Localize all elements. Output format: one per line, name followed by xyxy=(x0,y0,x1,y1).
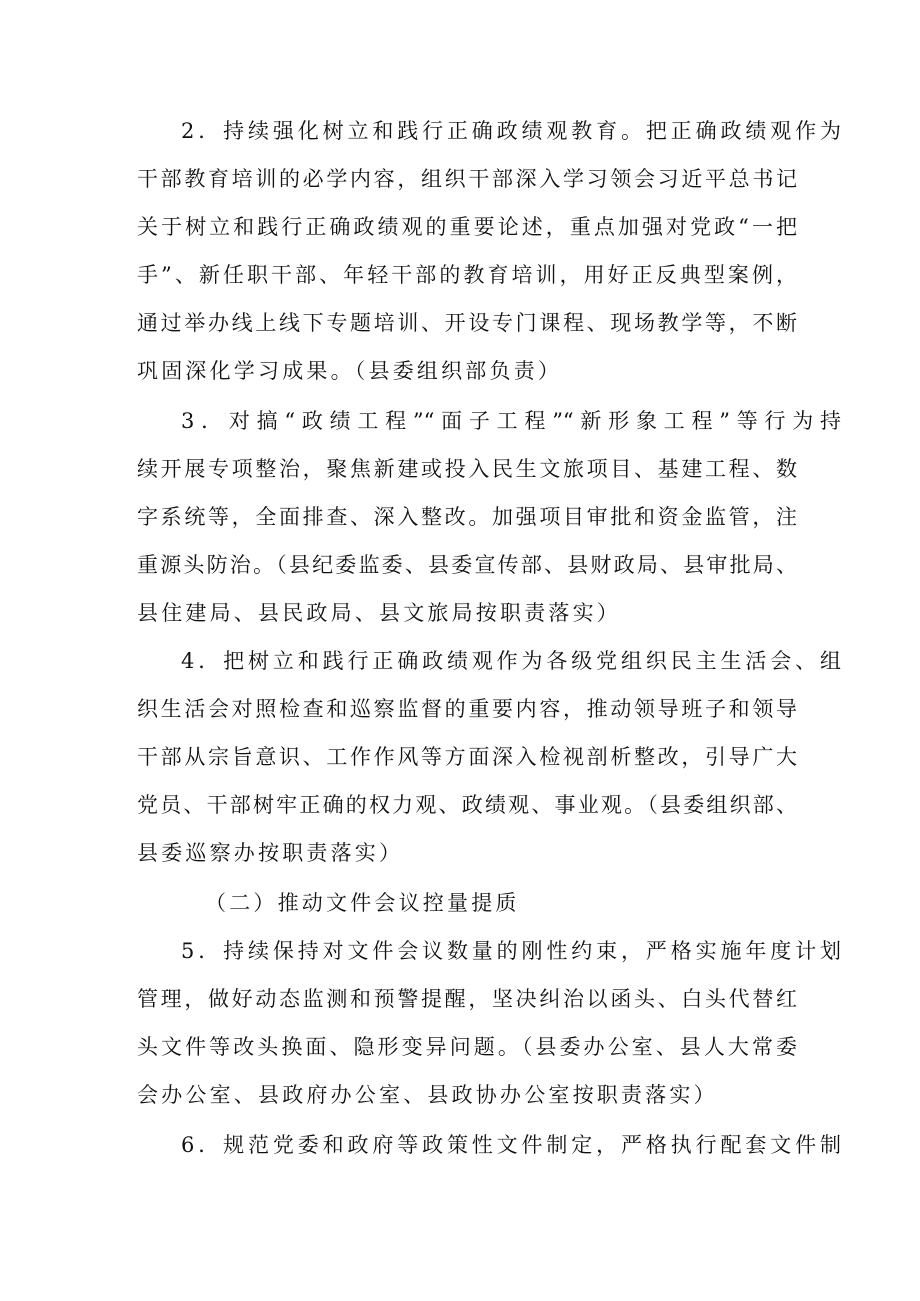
paragraph-2-line-5: 通过举办线上线下专题培训、开设专门课程、现场教学等，不断 xyxy=(137,311,797,335)
paragraph-3-line-1: 3．对搞“政绩工程”“面子工程”“新形象工程”等行为持 xyxy=(181,409,841,433)
paragraph-4-line-5: 县委巡察办按职责落实） xyxy=(137,841,404,865)
paragraph-3-line-4: 重源头防治。（县纪委监委、县委宣传部、县财政局、县审批局、 xyxy=(137,553,797,577)
paragraph-5-line-4: 会办公室、县政府办公室、县政协办公室按职责落实） xyxy=(137,1083,718,1107)
section-heading: （二）推动文件会议控量提质 xyxy=(205,891,520,915)
paragraph-3-line-5: 县住建局、县民政局、县文旅局按职责落实） xyxy=(137,601,621,625)
paragraph-4-line-2: 织生活会对照检查和巡察监督的重要内容，推动领导班子和领导 xyxy=(137,697,797,721)
paragraph-5-line-3: 头文件等改头换面、隐形变异问题。（县委办公室、县人大常委 xyxy=(137,1035,797,1059)
paragraph-3-line-2: 续开展专项整治，聚焦新建或投入民生文旅项目、基建工程、数 xyxy=(137,457,797,481)
paragraph-4-line-4: 党员、干部树牢正确的权力观、政绩观、事业观。（县委组织部、 xyxy=(137,793,797,817)
paragraph-2-line-6: 巩固深化学习成果。（县委组织部负责） xyxy=(137,359,563,383)
paragraph-5-line-1: 5．持续保持对文件会议数量的刚性约束，严格实施年度计划 xyxy=(181,939,841,963)
paragraph-2-line-2: 干部教育培训的必学内容，组织干部深入学习领会习近平总书记 xyxy=(137,167,797,191)
paragraph-3-line-3: 字系统等，全面排查、深入整改。加强项目审批和资金监管，注 xyxy=(137,505,797,529)
paragraph-5-line-2: 管理，做好动态监测和预警提醒，坚决纠治以函头、白头代替红 xyxy=(137,987,797,1011)
paragraph-2-line-4: 手”、新任职干部、年轻干部的教育培训，用好正反典型案例， xyxy=(137,263,797,287)
paragraph-4-line-3: 干部从宗旨意识、工作作风等方面深入检视剖析整改，引导广大 xyxy=(137,745,797,769)
paragraph-4-line-1: 4．把树立和践行正确政绩观作为各级党组织民主生活会、组 xyxy=(181,649,841,673)
paragraph-2-line-3: 关于树立和践行正确政绩观的重要论述，重点加强对党政“一把 xyxy=(137,215,797,239)
paragraph-2-line-1: 2．持续强化树立和践行正确政绩观教育。把正确政绩观作为 xyxy=(181,119,841,143)
paragraph-6-line-1: 6．规范党委和政府等政策性文件制定，严格执行配套文件制 xyxy=(181,1133,841,1157)
